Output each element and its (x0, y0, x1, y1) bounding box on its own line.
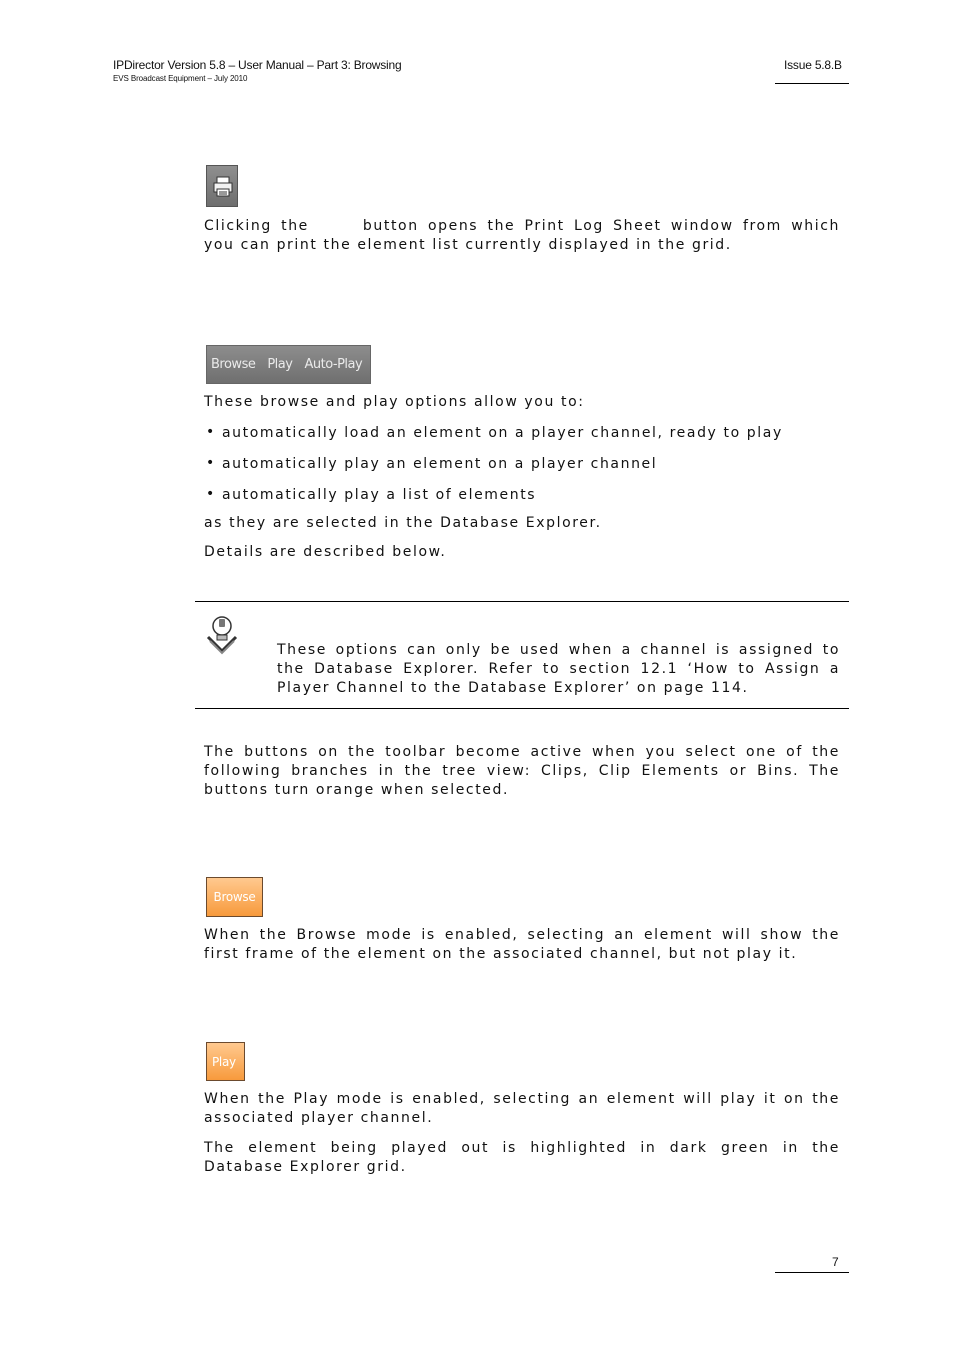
bullet-marker: • (206, 424, 215, 440)
note-bottom-rule (195, 708, 849, 709)
footer-rule (775, 1272, 849, 1273)
toolbar-browse-label[interactable]: Browse (211, 357, 256, 372)
printer-icon (213, 176, 233, 198)
note-top-rule (195, 601, 849, 602)
print-text-after: button opens the Print Log Sheet window from which you can print the element list currently displayed in the grid. (204, 218, 840, 253)
note-text: These options can only be used when a channel is assigned to the Database Explorer. Refer to section 12.1 ‘How to Assign a Player Channel to the Database Explorer’ on page 114. (277, 642, 840, 696)
print-text-before: Clicking the (204, 218, 309, 234)
print-paragraph (204, 217, 840, 255)
bullet-item: automatically load an element on a player channel, ready to play (222, 425, 783, 441)
note-icon (206, 613, 240, 660)
toolbar-autoplay-label[interactable]: Auto-Play (304, 357, 363, 372)
play-button[interactable]: Play (206, 1042, 245, 1081)
bullet-marker: • (206, 455, 215, 471)
bullet-item: automatically play a list of elements (222, 487, 537, 503)
header-rule (775, 83, 849, 84)
play-description: When the Play mode is enabled, selecting an element will play it on the associated player channel. (204, 1091, 840, 1126)
bullet-marker: • (206, 486, 215, 502)
browse-play-toolbar (206, 345, 371, 384)
played-description: The element being played out is highlighted in dark green in the Database Explorer grid. (204, 1140, 840, 1175)
header-issue: Issue 5.8.B (784, 58, 842, 72)
browse-button[interactable]: Browse (206, 877, 263, 917)
browse-description: When the Browse mode is enabled, selecting an element will show the first frame of the element on the associated channel, but not play it. (204, 927, 840, 962)
toolbar-play-label[interactable]: Play (267, 357, 293, 372)
toolbar-active-text: The buttons on the toolbar become active when you select one of the following branches in the tree view: Clips, Clip Elements or Bins. The buttons turn orange when selected. (204, 744, 840, 798)
print-button[interactable] (206, 165, 238, 207)
page-number: 7 (832, 1255, 839, 1269)
bullet-item: automatically play an element on a player channel (222, 456, 658, 472)
header-subtitle: EVS Broadcast Equipment – July 2010 (113, 74, 248, 83)
header-title: IPDirector Version 5.8 – User Manual – Part 3: Browsing (113, 58, 402, 72)
after-bullets-text: as they are selected in the Database Explorer. (204, 515, 602, 531)
details-text: Details are described below. (204, 544, 447, 560)
intro-text: These browse and play options allow you to: (204, 394, 585, 410)
